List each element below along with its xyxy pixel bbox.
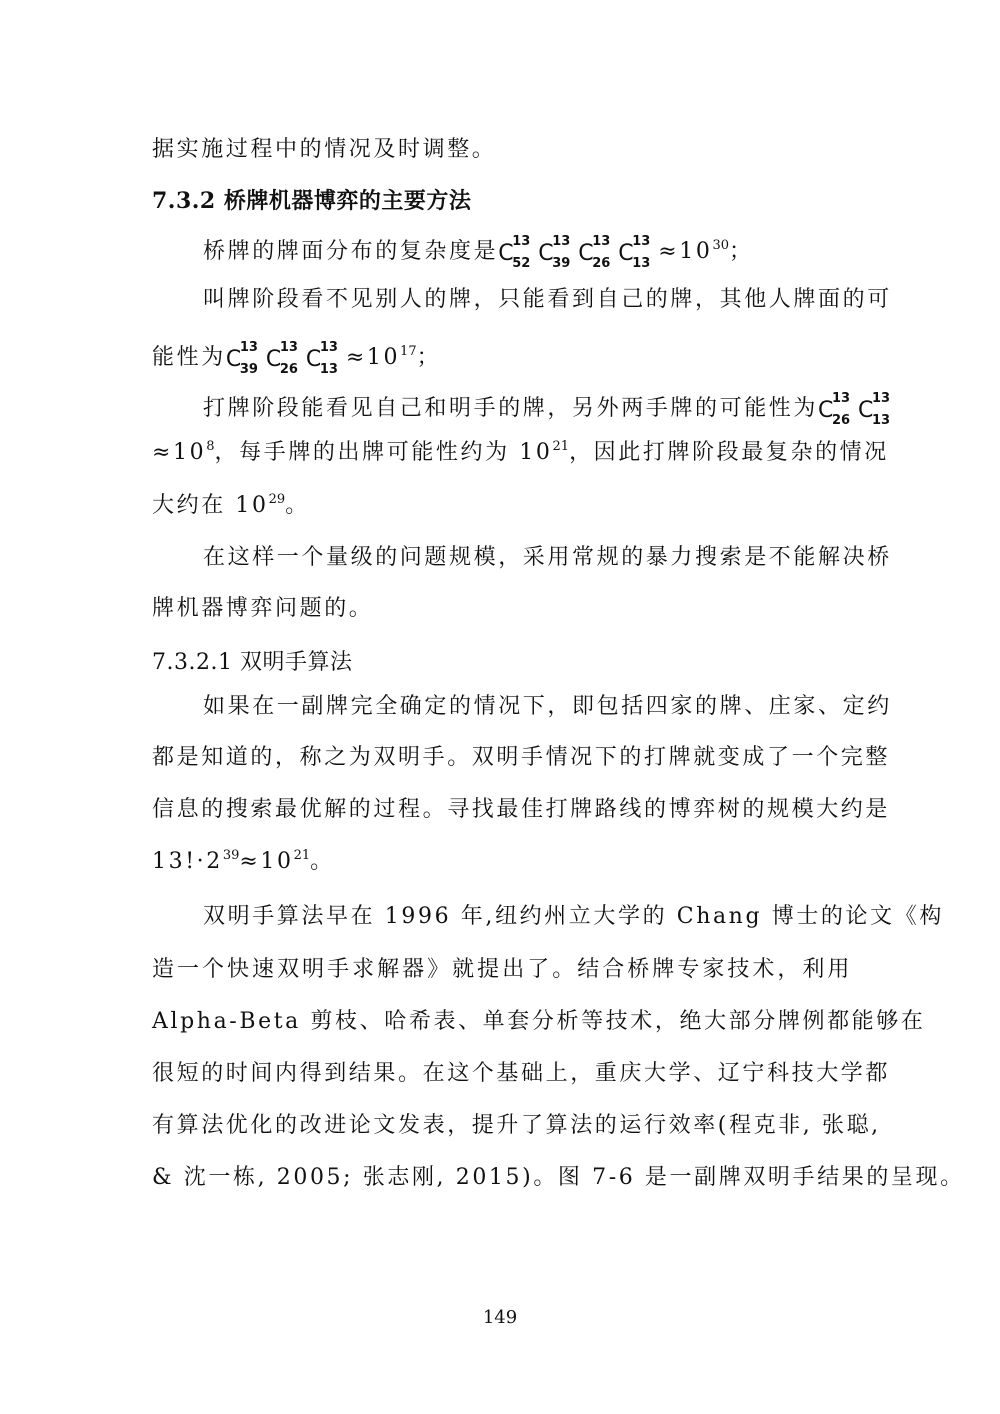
comb-superscript: 13	[872, 391, 891, 406]
comb-letter: C	[305, 347, 322, 372]
comb-superscript: 13	[632, 234, 651, 249]
exponent: 29	[268, 492, 286, 507]
comb-superscript: 13	[512, 234, 531, 249]
exponent: 21	[293, 848, 311, 863]
text-span: 桥牌的牌面分布的复杂度是	[203, 239, 499, 264]
text-span: ，每手牌的出牌可能性约为 10	[214, 440, 553, 465]
text-span: ；	[728, 239, 754, 264]
comb-superscript: 13	[319, 340, 338, 355]
comb-subscript: 26	[279, 362, 298, 377]
comb-subscript: 13	[872, 413, 891, 428]
comb-letter: C	[858, 398, 874, 423]
text-span: 大约在 10	[152, 493, 269, 518]
text-span: ≈10	[658, 239, 713, 264]
paragraph-line: & 沈一栋, 2005; 张志刚, 2015)。图 7-6 是一副牌双明手结果的呈现。	[152, 1165, 965, 1190]
page-number: 149	[482, 1307, 518, 1328]
exponent: 8	[206, 439, 215, 454]
combination-symbol	[305, 340, 346, 377]
paragraph-line	[152, 847, 852, 877]
exponent: 39	[222, 848, 240, 863]
paragraph-line	[203, 234, 852, 271]
text-span: 13!·2	[152, 849, 223, 874]
comb-subscript: 39	[239, 362, 258, 377]
combination-symbol	[538, 234, 578, 271]
comb-letter: C	[578, 241, 594, 266]
text-span: 能性为	[152, 345, 226, 370]
comb-superscript: 13	[279, 340, 298, 355]
paragraph-line: 信息的搜索最优解的过程。寻找最佳打牌路线的博弈树的规模大约是	[152, 797, 891, 822]
combination-symbol	[225, 340, 266, 377]
comb-superscript: 13	[552, 234, 571, 249]
exponent: 30	[712, 238, 729, 253]
comb-subscript: 13	[319, 362, 338, 377]
comb-subscript: 26	[832, 413, 851, 428]
paragraph-line: 有算法优化的改进论文发表，提升了算法的运行效率(程克非, 张聪,	[152, 1113, 881, 1138]
comb-letter: C	[818, 398, 834, 423]
comb-letter: C	[538, 241, 554, 266]
comb-letter: C	[618, 241, 634, 266]
paragraph-line	[203, 391, 891, 428]
paragraph-line: 据实施过程中的情况及时调整。	[152, 137, 497, 162]
text-span: 。	[285, 493, 310, 518]
paragraph-line: 如果在一副牌完全确定的情况下，即包括四家的牌、庄家、定约	[203, 694, 892, 719]
section-heading: 7.3.2 桥牌机器博弈的主要方法	[152, 188, 472, 214]
text-span: ，因此打牌阶段最复杂的情况	[569, 440, 889, 465]
text-span: ≈10	[345, 345, 401, 370]
comb-subscript: 52	[512, 256, 531, 271]
text-span: 。	[310, 849, 335, 874]
text-span: ≈10	[152, 440, 207, 465]
combination-symbol	[265, 340, 306, 377]
exponent: 21	[552, 439, 570, 454]
combination-symbol	[498, 234, 538, 271]
comb-subscript: 13	[632, 256, 651, 271]
paragraph-line: 造一个快速双明手求解器》就提出了。结合桥牌专家技术，利用	[152, 957, 852, 982]
paragraph-line: 很短的时间内得到结果。在这个基础上，重庆大学、辽宁科技大学都	[152, 1061, 891, 1086]
subsection-heading: 7.3.2.1 双明手算法	[152, 650, 353, 675]
comb-letter: C	[265, 347, 282, 372]
exponent: 17	[400, 344, 417, 359]
combination-symbol	[618, 234, 658, 271]
comb-subscript: 39	[552, 256, 571, 271]
combination-symbol	[818, 391, 858, 428]
paragraph-line	[152, 340, 852, 377]
paragraph-line	[152, 438, 889, 468]
comb-subscript: 26	[592, 256, 611, 271]
paragraph-line: 双明手算法早在 1996 年,纽约州立大学的 Chang 博士的论文《构	[203, 904, 944, 929]
paragraph-line	[152, 491, 852, 521]
comb-letter: C	[225, 347, 242, 372]
paragraph-line: 在这样一个量级的问题规模，采用常规的暴力搜索是不能解决桥	[203, 545, 892, 570]
paragraph-line: 牌机器博弈问题的。	[152, 596, 374, 621]
comb-letter: C	[498, 241, 514, 266]
text-span: ≈10	[239, 849, 294, 874]
text-span: 打牌阶段能看见自己和明手的牌，另外两手牌的可能性为	[203, 396, 819, 421]
text-span: ；	[416, 345, 442, 370]
paragraph-line: Alpha-Beta 剪枝、哈希表、单套分析等技术，绝大部分牌例都能够在	[152, 1009, 926, 1034]
paragraph-line: 都是知道的，称之为双明手。双明手情况下的打牌就变成了一个完整	[152, 745, 891, 770]
combination-symbol	[858, 391, 898, 428]
comb-superscript: 13	[832, 391, 851, 406]
combination-symbol	[578, 234, 618, 271]
paragraph-line: 叫牌阶段看不见别人的牌，只能看到自己的牌，其他人牌面的可	[203, 287, 892, 312]
comb-superscript: 13	[239, 340, 258, 355]
comb-superscript: 13	[592, 234, 611, 249]
